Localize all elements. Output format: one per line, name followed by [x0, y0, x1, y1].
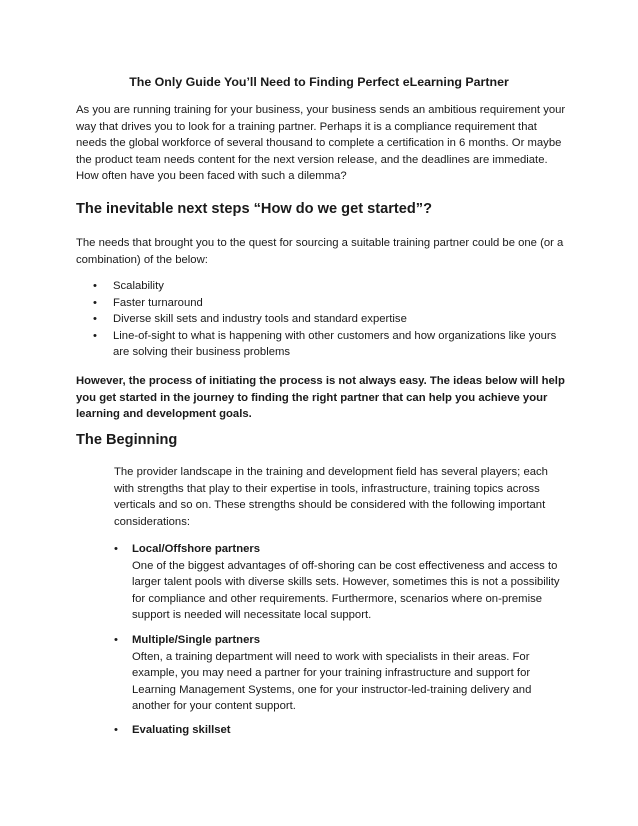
list-item-text: Scalability — [113, 280, 164, 292]
bullet-icon: • — [93, 296, 97, 309]
consideration-local-offshore — [114, 541, 566, 624]
bullet-icon: • — [114, 724, 118, 736]
intro-paragraph: As you are running training for your business, your business sends an ambitious requirement your way that drives you to look for a training partner. Perhaps it is a compliance requirement that needs the global workforce of several thousand to complete a certification in 6 months. Or maybe the product team needs content for the next version release, and the deadlines are immediate. How often have you been faced with such a dilemma? — [76, 104, 566, 183]
bullet-icon: • — [93, 329, 97, 342]
list-item-text: Faster turnaround — [113, 296, 203, 309]
bullet-icon: • — [114, 543, 118, 555]
conclusion-paragraph: However, the process of initiating the process is not always easy. The ideas below will help you get started in the journey to finding the right partner that can help you achieve your learning and development goals. — [76, 375, 565, 421]
bullet-icon: • — [93, 280, 97, 292]
list-item — [76, 328, 566, 361]
needs-bullet-list — [76, 278, 566, 361]
list-item — [76, 311, 566, 328]
consideration-title: Local/Offshore partners — [132, 543, 261, 555]
consideration-evaluating-skillset — [114, 722, 566, 739]
section-heading-beginning: The Beginning — [76, 432, 178, 448]
needs-lead-paragraph: The needs that brought you to the quest for sourcing a suitable training partner could be one (or a combination) of the below: — [76, 237, 564, 266]
bullet-icon: • — [114, 634, 118, 646]
list-item-text: Line-of-sight to what is happening with other customers and how organizations like yours are solving their business problems — [113, 329, 557, 359]
consideration-title: Evaluating skillset — [132, 724, 231, 736]
beginning-lead-paragraph: The provider landscape in the training and development field has several players; each with strengths that play to their expertise in tools, infrastructure, training topics across verticals and so on. These strengths should be considered with the following important considerations: — [114, 466, 548, 528]
bullet-icon: • — [93, 313, 97, 326]
section-heading-next-steps: The inevitable next steps “How do we get started”? — [76, 201, 432, 217]
list-item — [76, 278, 566, 295]
consideration-title: Multiple/Single partners — [132, 634, 261, 646]
consideration-body: One of the biggest advantages of off-shoring can be cost effectiveness and access to larger talent pools with diverse skills sets. However, sometimes this is not a possibility for compliance and other requirements. Furthermore, scenarios where on-premise support is needed will necessitate local support. — [132, 559, 560, 622]
list-item — [76, 295, 566, 312]
consideration-multiple-single — [114, 632, 566, 715]
document-title: The Only Guide You’ll Need to Finding Perfect eLearning Partner — [129, 75, 509, 89]
consideration-body: Often, a training department will need to work with specialists in their areas. For example, you may need a partner for your training infrastructure and support for Learning Management Systems, one for your instructor-led-training delivery and another for your content support. — [132, 650, 532, 713]
list-item-text: Diverse skill sets and industry tools and standard expertise — [113, 313, 407, 326]
